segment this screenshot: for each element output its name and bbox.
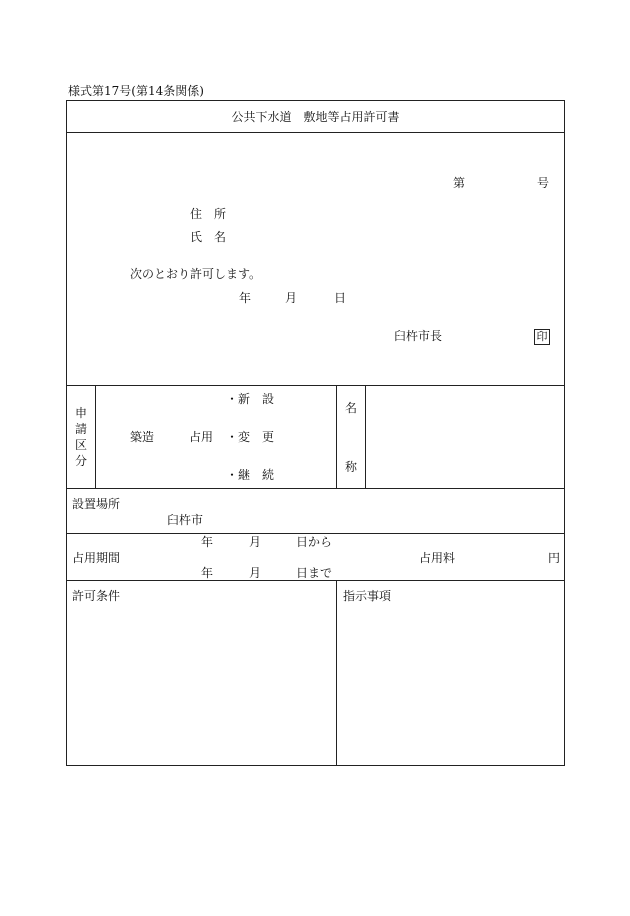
form-reference: 様式第17号(第14条関係) [68,84,204,98]
period-from-year: 年 [201,535,214,549]
kind-construct: 築造 [130,430,155,444]
location-label: 設置場所 [72,497,121,511]
type-change: ・変 更 [226,430,275,444]
conditions-label: 許可条件 [72,589,121,603]
conditions-divider [336,580,337,766]
period-divider [66,580,565,581]
type-new: ・新 設 [226,392,275,406]
mayor-title: 臼杵市長 [394,329,443,343]
period-to-month: 月 [249,566,262,580]
application-label-char: 請 [74,422,87,436]
application-label-char: 申 [74,406,87,420]
name-label-right-divider [365,385,366,488]
date-day: 日 [334,291,347,305]
name-label: 氏 名 [190,230,227,244]
date-year: 年 [239,291,252,305]
fee-label: 占用料 [419,551,456,565]
period-to-year: 年 [201,566,214,580]
application-label-char: 区 [74,438,87,452]
location-city: 臼杵市 [167,513,204,527]
name-field-label-char: 称 [344,460,357,474]
permit-statement: 次のとおり許可します。 [130,267,262,281]
address-label: 住 所 [190,207,227,221]
application-label-divider [95,385,96,488]
form-title: 公共下水道 敷地等占用許可書 [231,110,400,124]
title-divider [66,132,565,133]
application-label-char: 分 [74,454,87,468]
application-divider [66,488,565,489]
name-field-label-char: 名 [344,401,357,415]
type-continue: ・継 続 [226,468,275,482]
period-label: 占用期間 [72,551,121,565]
instructions-label: 指示事項 [343,589,392,603]
kind-occupy: 占用 [189,430,214,444]
date-month: 月 [285,291,298,305]
number-go: 号 [537,176,550,190]
period-from-month: 月 [249,535,262,549]
fee-unit: 円 [548,551,561,565]
number-dai: 第 [453,176,466,190]
period-to-day: 日まで [296,566,333,580]
location-divider [66,533,565,534]
seal-mark: 印 [534,329,550,345]
period-from-day: 日から [296,535,333,549]
header-divider [66,385,565,386]
